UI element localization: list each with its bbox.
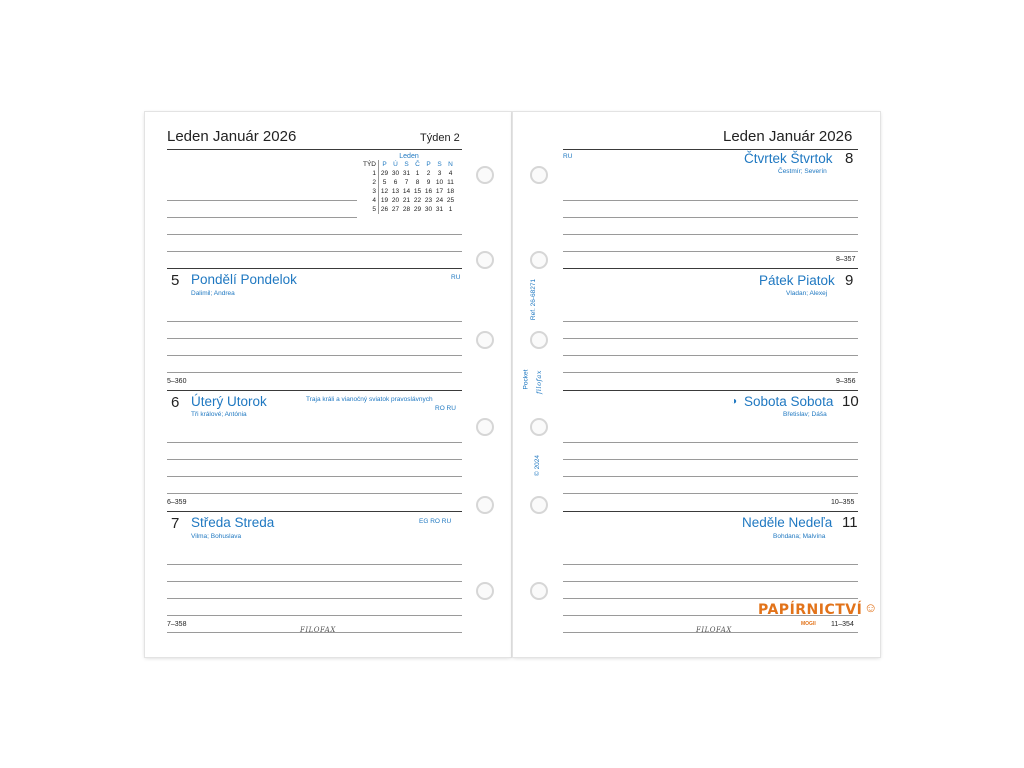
writing-line[interactable] [563,372,858,373]
punch-hole [476,166,494,184]
writing-line[interactable] [563,598,858,599]
holiday-note: Traja králi a vianočný sviatok pravoslávnych [306,396,433,403]
moon-phase-icon: ◑ [731,396,738,407]
calendar-day: 30 [391,170,400,177]
mini-calendar-month: Leden [399,153,419,160]
calendar-row [362,178,456,187]
punch-hole [530,496,548,514]
week-header: TÝD [362,160,379,169]
punch-hole [476,418,494,436]
day-number: 8 [845,150,854,167]
calendar-day: 28 [402,206,411,213]
mini-calendar [362,153,456,214]
country-tags: RU [451,274,461,281]
punch-hole [530,166,548,184]
day-count: 6–359 [167,499,187,506]
day-name: Neděle Nedeľa [742,515,833,530]
calendar-day: 13 [391,188,400,195]
calendar-day: 31 [402,170,411,177]
header-rule [167,149,462,150]
mascot-icon: ☺ [864,600,878,615]
calendar-row [362,169,456,178]
writing-line[interactable] [167,200,357,201]
writing-line[interactable] [167,251,462,252]
writing-line[interactable] [563,564,858,565]
writing-line[interactable] [167,372,462,373]
calendar-day: 9 [426,179,431,186]
day-header: N [448,161,453,168]
filofax-spine-brand: filofax [534,370,543,394]
calendar-day: 20 [391,197,400,204]
writing-line[interactable] [167,615,462,616]
calendar-day: 16 [424,188,433,195]
day-header: Č [415,161,420,168]
name-days: Bohdana; Malvína [773,533,826,540]
punch-hole [476,251,494,269]
country-tags: EG RO RU [419,518,452,525]
calendar-day: 1 [415,170,420,177]
day-count: 11–354 [831,621,854,628]
writing-line[interactable] [563,321,858,322]
writing-line[interactable] [167,217,357,218]
day-divider [563,268,858,269]
day-number: 10 [842,393,859,410]
calendar-day: 10 [435,179,444,186]
page-title: Leden Január 2026 [167,128,297,145]
day-number: 11 [842,514,858,531]
name-days: Dalimil; Andrea [191,290,235,297]
day-name: Pondělí Pondelok [191,272,297,287]
calendar-day: 23 [424,197,433,204]
writing-line[interactable] [167,476,462,477]
day-header: P [426,161,431,168]
calendar-day: 31 [435,206,444,213]
writing-line[interactable] [563,200,858,201]
writing-line[interactable] [167,355,462,356]
writing-line[interactable] [167,234,462,235]
calendar-day: 24 [435,197,444,204]
calendar-day: 4 [448,170,453,177]
day-count: 10–355 [831,499,855,506]
calendar-day: 18 [446,188,455,195]
day-divider [167,268,462,269]
country-tags: RO RU [435,405,456,412]
punch-hole [530,418,548,436]
ref-number: Ref. 26-68271 [530,278,538,321]
left-diary-page [145,112,511,657]
calendar-day: 25 [446,197,455,204]
week-number: 5 [362,205,379,214]
name-days: Čestmír; Severín [778,168,827,175]
writing-line[interactable] [563,251,858,252]
day-count: 9–356 [836,378,856,385]
calendar-day: 14 [402,188,411,195]
calendar-day: 15 [413,188,422,195]
writing-line[interactable] [563,476,858,477]
day-number: 9 [845,272,854,289]
calendar-day: 2 [426,170,431,177]
page-title: Leden Január 2026 [723,128,853,145]
calendar-day: 1 [448,206,453,213]
copyright: © 2024 [534,454,542,477]
day-header: S [437,161,442,168]
mini-calendar-grid [362,160,456,214]
writing-line[interactable] [563,493,858,494]
day-name: Pátek Piatok [759,273,835,288]
right-diary-page [513,112,880,657]
filofax-brand: FILOFAX [300,626,336,634]
day-number: 7 [171,515,180,532]
calendar-row [362,187,456,196]
week-number: 1 [362,169,379,178]
day-name: Středa Streda [191,515,275,530]
country-tags: RU [563,153,573,160]
writing-line[interactable] [167,321,462,322]
day-name: Čtvrtek Štvrtok [744,151,833,166]
calendar-day: 27 [391,206,400,213]
day-divider [167,390,462,391]
name-days: Vladan; Alexej [786,290,828,297]
week-number: 3 [362,187,379,196]
format-label: Pocket [522,369,530,390]
filofax-brand: FILOFAX [696,626,732,634]
calendar-day: 12 [380,188,389,195]
name-days: Břetislav; Dáša [783,411,827,418]
calendar-day: 8 [415,179,420,186]
day-header: S [404,161,409,168]
day-divider [167,511,462,512]
day-header: Ú [393,161,398,168]
day-divider [563,390,858,391]
header-rule [563,149,858,150]
writing-line[interactable] [563,217,858,218]
calendar-row [362,196,456,205]
logo-subtext: MOGII [801,621,816,627]
writing-line[interactable] [563,581,858,582]
calendar-day: 11 [447,179,454,186]
punch-hole [476,331,494,349]
writing-line[interactable] [167,598,462,599]
calendar-day: 19 [380,197,389,204]
writing-line[interactable] [167,459,462,460]
writing-line[interactable] [563,459,858,460]
writing-line[interactable] [167,581,462,582]
day-number: 6 [171,394,180,411]
day-count: 8–357 [836,256,856,263]
calendar-day: 29 [380,170,389,177]
writing-line[interactable] [167,564,462,565]
calendar-day: 22 [413,197,422,204]
calendar-day: 7 [404,179,409,186]
day-header: P [382,161,387,168]
calendar-day: 29 [413,206,422,213]
day-name: Úterý Utorok [191,394,267,409]
writing-line[interactable] [563,442,858,443]
week-number: 4 [362,196,379,205]
papirnictvi-logo: PAPÍRNICTVÍ [758,602,863,618]
writing-line[interactable] [563,355,858,356]
punch-hole [476,496,494,514]
name-days: Tři králové; Antónia [191,411,247,418]
punch-hole [530,582,548,600]
calendar-day: 17 [435,188,444,195]
week-number: 2 [362,178,379,187]
calendar-row [362,205,456,214]
punch-hole [476,582,494,600]
writing-line[interactable] [167,442,462,443]
writing-line[interactable] [563,338,858,339]
name-days: Vilma; Bohuslava [191,533,242,540]
punch-hole [530,331,548,349]
week-label: Týden 2 [420,132,460,144]
calendar-day: 21 [402,197,411,204]
calendar-day: 3 [437,170,442,177]
calendar-day: 26 [380,206,389,213]
punch-hole [530,251,548,269]
calendar-day: 30 [424,206,433,213]
day-count: 5–360 [167,378,187,385]
calendar-day: 5 [382,179,387,186]
day-divider [563,511,858,512]
writing-line[interactable] [563,234,858,235]
day-count: 7–358 [167,621,187,628]
day-number: 5 [171,272,180,289]
calendar-day: 6 [393,179,398,186]
day-name: Sobota Sobota [744,394,834,409]
writing-line[interactable] [167,338,462,339]
writing-line[interactable] [167,493,462,494]
